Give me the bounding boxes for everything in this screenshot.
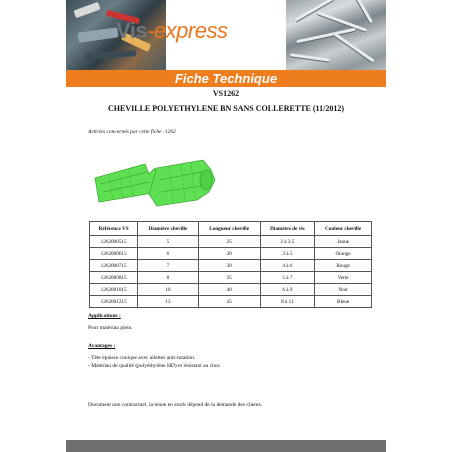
header-reference: Référence VS: [90, 222, 138, 236]
table-row: [90, 260, 372, 272]
advantage-item: - Matériau de qualité (polyéthylène HD) et résistant au choc.: [88, 363, 222, 369]
cell-plug-diameter: 12: [138, 296, 198, 308]
logo-suffix: -express: [147, 18, 228, 43]
cell-screw-diameter: 3 à 5: [260, 248, 315, 260]
cell-plug-length: 25: [198, 236, 260, 248]
footer-bar: [66, 440, 386, 452]
brand-logo: [116, 18, 227, 44]
table-row: [90, 272, 372, 284]
cell-plug-color: Rouge: [315, 260, 372, 272]
cell-plug-color: Jaune: [315, 236, 372, 248]
cell-screw-diameter: 4 à 6: [260, 260, 315, 272]
cell-reference: 1262001215: [90, 296, 138, 308]
wall-plug-left: [95, 164, 159, 202]
product-name: CHEVILLE POLYETHYLENE BN SANS COLLERETTE (11/2012): [108, 104, 344, 113]
header-screw-diameter: Diamètre de vis: [260, 222, 315, 236]
cell-plug-diameter: 10: [138, 284, 198, 296]
cell-plug-diameter: 7: [138, 260, 198, 272]
table-header-row: [90, 222, 372, 236]
header-plug-length: Longueur cheville: [198, 222, 260, 236]
section-title: Fiche Technique: [174, 71, 278, 86]
concerned-articles: Articles concernés par cette fiche :1262: [88, 129, 176, 135]
table-row: [90, 236, 372, 248]
cell-plug-color: Verte: [315, 272, 372, 284]
cell-screw-diameter: 8 à 11: [260, 296, 315, 308]
cell-screw-diameter: 5 à 7: [260, 272, 315, 284]
cell-screw-diameter: 2 à 3.5: [260, 236, 315, 248]
logo-main: Vis: [116, 18, 148, 43]
wall-plug-right: [149, 160, 215, 206]
applications-heading: Applications :: [88, 313, 121, 319]
cell-reference: 1262000615: [90, 248, 138, 260]
cell-plug-color: Noir: [315, 284, 372, 296]
cell-plug-diameter: 8: [138, 272, 198, 284]
product-image: [85, 150, 225, 220]
cell-plug-color: Bleue: [315, 296, 372, 308]
screws-photo: [286, 0, 386, 70]
applications-text: Pour matériau plein.: [88, 325, 133, 331]
cell-plug-length: 35: [198, 272, 260, 284]
cell-plug-color: Orange: [315, 248, 372, 260]
table-row: [90, 296, 372, 308]
header-plug-color: Couleur cheville: [315, 222, 372, 236]
advantages-heading: Avantages :: [88, 343, 116, 349]
header-plug-diameter: Diamètre cheville: [138, 222, 198, 236]
cell-reference: 1262001015: [90, 284, 138, 296]
cell-reference: 1262000515: [90, 236, 138, 248]
cell-plug-length: 30: [198, 260, 260, 272]
cell-plug-length: 45: [198, 296, 260, 308]
cell-screw-diameter: 6 à 9: [260, 284, 315, 296]
cell-plug-length: 40: [198, 284, 260, 296]
footer-note: Document non contractuel, la tenue en stock dépend de la demande des clients.: [88, 402, 263, 408]
spec-table: [89, 221, 372, 308]
cell-reference: 1262000715: [90, 260, 138, 272]
table-row: [90, 284, 372, 296]
cell-plug-diameter: 5: [138, 236, 198, 248]
product-reference: VS1262: [212, 89, 240, 98]
cell-plug-diameter: 6: [138, 248, 198, 260]
table-row: [90, 248, 372, 260]
section-title-bar: [66, 70, 386, 87]
cell-plug-length: 30: [198, 248, 260, 260]
advantage-item: - Tête épaisse conique avec ailettes anti-rotation.: [88, 355, 196, 361]
cell-reference: 1262000815: [90, 272, 138, 284]
